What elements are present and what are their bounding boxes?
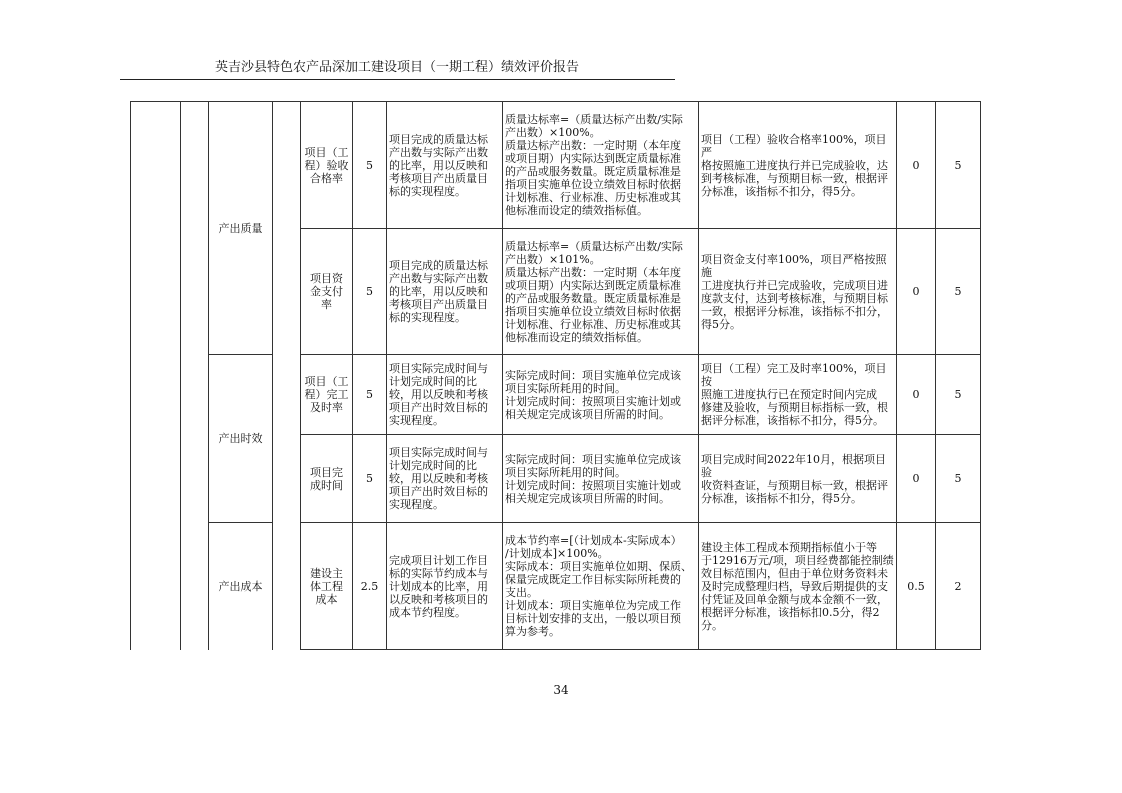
indicator-explanation: 项目完成的质量达标 产出数与实际产出数 的比率，用以反映和 考核项目产出质量目 标的实现程度。 [387,229,503,355]
document-header-title: 英吉沙县特色农产品深加工建设项目（一期工程）绩效评价报告 [214,60,579,75]
indicator-name: 项目（工 程）完工 及时率 [301,355,353,435]
header-divider [120,79,675,80]
deduction-value: 0 [897,229,936,355]
indicator-weight: 5 [353,435,387,523]
page-number: 34 [553,683,569,697]
evaluation-result: 建设主体工程成本预期指标值小于等 于12916万元/项，项目经费都能控制绩 效目标范围内，但由于单位财务资料未 及时完成整理归档，导致后期提供的支 付凭证及回单金额与成本金额不一致， 根据评分标准，该指标扣0.5分，得2 分。 [699,523,897,650]
evaluation-result: 项目资金支付率100%，项目严格按照施 工进度执行并已完成验收，完成项目进 度款支付，达到考核标准，与预期目标 一致，根据评分标准，该指标不扣分， 得5分。 [699,229,897,355]
table-row [131,355,981,435]
table-row [131,523,981,650]
score-value: 2 [936,523,981,650]
performance-evaluation-table [130,101,981,650]
category-output-timeliness: 产出时效 [209,355,273,523]
deduction-value: 0.5 [897,523,936,650]
indicator-name: 项目资 金支付 率 [301,229,353,355]
scoring-standard: 实际完成时间：项目实施单位完成该 项目实际所耗用的时间。 计划完成时间：按照项目实施计划或 相关规定完成该项目所需的时间。 [503,435,699,523]
deduction-value: 0 [897,102,936,229]
score-value: 5 [936,355,981,435]
indicator-weight: 2.5 [353,523,387,650]
category-output-quality: 产出质量 [209,102,273,355]
indicator-weight: 5 [353,355,387,435]
indicator-weight: 5 [353,229,387,355]
score-value: 5 [936,435,981,523]
indicator-name: 项目完 成时间 [301,435,353,523]
deduction-value: 0 [897,435,936,523]
evaluation-result: 项目（工程）验收合格率100%，项目严 格按照施工进度执行并已完成验收，达 到考核标准，与预期目标一致，根据评 分标准，该指标不扣分，得5分。 [699,102,897,229]
indicator-explanation: 项目完成的质量达标 产出数与实际产出数 的比率，用以反映和 考核项目产出质量目 标的实现程度。 [387,102,503,229]
indicator-explanation: 项目实际完成时间与 计划完成时间的比 较，用以反映和考核 项目产出时效目标的 实现程度。 [387,435,503,523]
score-value: 5 [936,229,981,355]
scoring-standard: 成本节约率=[（计划成本-实际成本） /计划成本]×100%。 实际成本：项目实施单位如期、保质、 保量完成既定工作目标实际所耗费的 支出。 计划成本：项目实施单位为完成工作 目标计划安排的支出，一般以项目预 算为参考。 [503,523,699,650]
scoring-standard: 质量达标率=（质量达标产出数/实际 产出数）×101%。 质量达标产出数：一定时期（本年度 或项目期）内实际达到既定质量标准 的产品或服务数量。既定质量标准是 指项目实施单位设立绩效目标时依据 计划标准、行业标准、历史标准或其 他标准而设定的绩效指标值。 [503,229,699,355]
evaluation-result: 项目完成时间2022年10月，根据项目验 收资料查证，与预期目标一致，根据评 分标准，该指标不扣分，得5分。 [699,435,897,523]
spacer-cell [273,102,301,650]
category-output-cost: 产出成本 [209,523,273,650]
indicator-explanation: 完成项目计划工作目 标的实际节约成本与 计划成本的比率，用 以反映和考核项目的 成本节约程度。 [387,523,503,650]
indicator-name: 项目（工 程）验收 合格率 [301,102,353,229]
indicator-weight: 5 [353,102,387,229]
deduction-value: 0 [897,355,936,435]
indicator-explanation: 项目实际完成时间与 计划完成时间的比 较，用以反映和考核 项目产出时效目标的 实现程度。 [387,355,503,435]
level1-cell-continued [131,102,181,650]
level2-cell-continued [181,102,209,650]
score-value: 5 [936,102,981,229]
evaluation-result: 项目（工程）完工及时率100%，项目按 照施工进度执行已在预定时间内完成 修建及验收，与预期目标指标一致，根 据评分标准，该指标不扣分，得5分。 [699,355,897,435]
table-row [131,102,981,229]
indicator-name: 建设主 体工程 成本 [301,523,353,650]
scoring-standard: 质量达标率=（质量达标产出数/实际 产出数）×100%。 质量达标产出数：一定时期（本年度 或项目期）内实际达到既定质量标准 的产品或服务数量。既定质量标准是 指项目实施单位设立绩效目标时依据 计划标准、行业标准、历史标准或其 他标准而设定的绩效指标值。 [503,102,699,229]
scoring-standard: 实际完成时间：项目实施单位完成该 项目实际所耗用的时间。 计划完成时间：按照项目实施计划或 相关规定完成该项目所需的时间。 [503,355,699,435]
